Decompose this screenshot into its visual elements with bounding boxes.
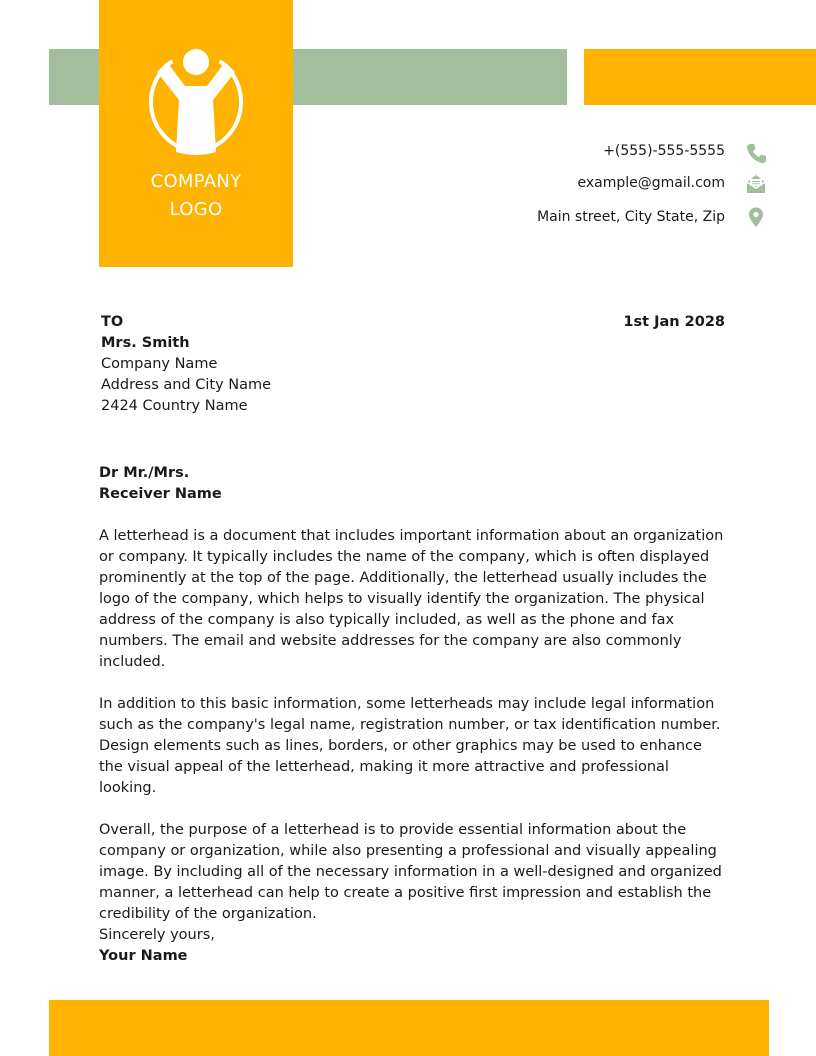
company-logo-text [151, 168, 242, 224]
closing-line: Sincerely yours, [99, 927, 215, 943]
phone-icon [745, 142, 767, 164]
salutation [99, 463, 222, 505]
body-paragraph-3: Overall, the purpose of a letterhead is to provide essential information about the company or organization, while also presenting a professional and visually appealing image. By including all of the necessary information in a well-designed and organized manner, a letterhead can help to create a positive first impression and establish the credibility of the organization. [99, 822, 722, 922]
location-pin-icon [745, 206, 767, 228]
recipient-block [101, 312, 271, 417]
body-paragraph-1: A letterhead is a document that includes important information about an organization or company. It typically includes the name of the company, which is often displayed prominently at the top of the page. Additionally, the letterhead usually includes the logo of the company, which helps to visually identify the organization. The physical address of the company is also typically included, as well as the phone and fax numbers. The email and website addresses for the company are also commonly included. [99, 528, 724, 670]
recipient-address: Address and City Name [101, 377, 272, 393]
contact-address: Main street, City State, Zip [537, 209, 725, 225]
company-logo-block [99, 0, 293, 267]
logo-line-2: LOGO [169, 199, 223, 220]
salutation-line-2: Receiver Name [99, 486, 222, 502]
body-paragraph-2: In addition to this basic information, some letterheads may include legal information such as the company's legal name, registration number, or tax identification number. Design elements such as lines, borders, or other graphics may be used to enhance the visual appeal of the letterhead, making it more attractive and professional looking. [99, 696, 721, 796]
recipient-name: Mrs. Smith [101, 335, 190, 351]
header-band-gold [584, 49, 816, 105]
footer-band-gold [49, 1000, 769, 1056]
person-arms-raised-icon [143, 44, 249, 156]
logo-line-1: COMPANY [150, 171, 242, 192]
signature-name: Your Name [99, 948, 188, 964]
letter-body [99, 526, 729, 946]
envelope-icon [745, 173, 767, 195]
letter-date: 1st Jan 2028 [623, 314, 725, 330]
salutation-line-1: Dr Mr./Mrs. [99, 465, 190, 481]
closing [99, 925, 215, 967]
recipient-country: 2424 Country Name [101, 398, 248, 414]
contact-email: example@gmail.com [577, 175, 725, 191]
recipient-company: Company Name [101, 356, 218, 372]
contact-phone: +(555)-555-5555 [603, 143, 725, 159]
to-label: TO [101, 314, 124, 330]
